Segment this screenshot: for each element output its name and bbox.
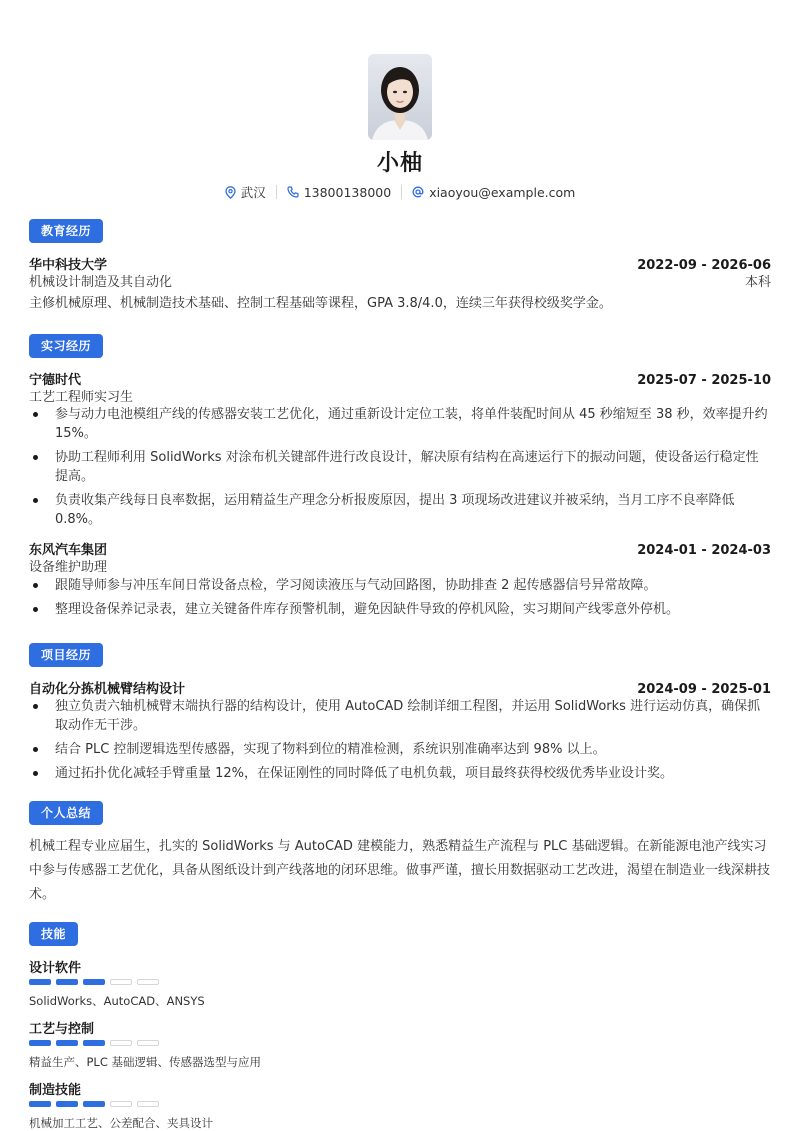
internship-role-row [29,386,771,405]
skill-segment-filled [29,1101,51,1107]
skill-segment-filled [56,979,78,985]
candidate-name: 小柚 [376,151,423,176]
contact-email [412,185,575,200]
skill-name: 工艺与控制 [29,1022,95,1037]
list-item: 结合 PLC 控制逻辑选型传感器，实现了物料到位的精准检测，系统识别准确率达到 98% 以上。 [29,740,771,759]
contact-location [225,183,266,201]
internship-role-row [29,556,771,575]
section-tag-project: 项目经历 [29,643,103,667]
education-dates: 2022-09 - 2026-06 [637,258,771,273]
contact-divider [401,185,402,199]
at-sign-icon [412,186,424,198]
list-item: 通过拓扑优化减轻手臂重量 12%，在保证刚性的同时降低了电机负载，项目最终获得校级优秀毕业设计奖。 [29,764,771,783]
list-item: 负责收集产线每日良率数据，运用精益生产理念分析报废原因，提出 3 项现场改进建议并被采纳，当月工序不良率降低 0.8%。 [29,491,771,529]
skill-detail: SolidWorks、AutoCAD、ANSYS [29,994,205,1008]
skill-level-bar [29,979,159,985]
skill-segment-filled [83,1101,105,1107]
skill-level-bar [29,1101,159,1107]
list-item: 跟随导师参与冲压车间日常设备点检，学习阅读液压与气动回路图，协助排查 2 起传感器信号异常故障。 [29,576,771,595]
email-link[interactable]: xiaoyou@example.com [429,184,576,200]
contact-phone [287,185,391,200]
list-item: 参与动力电池模组产线的传感器安装工艺优化，通过重新设计定位工装，将单件装配时间从 45 秒缩短至 38 秒，效率提升约 15%。 [29,405,771,443]
project-bullets [29,697,771,788]
skill-segment-empty [110,979,132,985]
skill-segment-filled [29,1040,51,1046]
company-name: 宁德时代 [29,373,82,388]
skill-segment-empty [137,1101,159,1107]
internship-dates: 2024-01 - 2024-03 [637,543,771,558]
skill-detail: 机械加工工艺、公差配合、夹具设计 [29,1116,213,1130]
skill-segment-filled [29,979,51,985]
school-name: 华中科技大学 [29,258,108,273]
list-item: 整理设备保养记录表，建立关键备件库存预警机制，避免因缺件导致的停机风险，实习期间产线零意外停机。 [29,600,771,619]
skill-detail: 精益生产、PLC 基础逻辑、传感器选型与应用 [29,1055,262,1069]
degree: 本科 [744,275,771,290]
skill-segment-filled [83,1040,105,1046]
project-name: 自动化分拣机械臂结构设计 [29,682,186,697]
skill-segment-empty [110,1101,132,1107]
list-item: 协助工程师利用 SolidWorks 对涂布机关键部件进行改良设计，解决原有结构在高速运行下的振动问题，使设备运行稳定性提高。 [29,448,771,486]
internship-role: 设备维护助理 [29,560,108,575]
education-description: 主修机械原理、机械制造技术基础、控制工程基础等课程，GPA 3.8/4.0，连续三年获得校级奖学金。 [29,296,612,311]
major: 机械设计制造及其自动化 [29,275,173,290]
location-text: 武汉 [240,185,266,200]
education-subheader [29,271,771,290]
project-dates: 2024-09 - 2025-01 [637,682,771,697]
skill-segment-filled [83,979,105,985]
contact-row [0,183,800,201]
section-tag-skills: 技能 [29,922,78,946]
skill-segment-filled [56,1040,78,1046]
portrait-image [368,54,432,140]
list-item: 独立负责六轴机械臂末端执行器的结构设计，使用 AutoCAD 绘制详细工程图，并运用 SolidWorks 进行运动仿真，确保抓取动作无干涉。 [29,697,771,735]
profile-photo [368,54,432,140]
skill-level-bar [29,1040,159,1046]
skill-segment-empty [137,979,159,985]
project-header [29,678,771,697]
internship-dates: 2025-07 - 2025-10 [637,373,771,388]
location-pin-icon [225,186,236,199]
contact-divider [276,185,277,199]
internship-bullets [29,405,771,534]
internship-role: 工艺工程师实习生 [29,390,134,405]
internship-bullets [29,576,771,624]
phone-icon [287,186,299,198]
section-tag-internship: 实习经历 [29,334,103,358]
skill-name: 制造技能 [29,1083,82,1098]
phone-text: 13800138000 [303,184,392,200]
skill-name: 设计软件 [29,961,82,976]
skill-segment-empty [110,1040,132,1046]
section-tag-summary: 个人总结 [29,801,103,825]
skill-segment-empty [137,1040,159,1046]
company-name: 东风汽车集团 [29,543,108,558]
summary-text: 机械工程专业应届生，扎实的 SolidWorks 与 AutoCAD 建模能力，熟悉精益生产流程与 PLC 基础逻辑。在新能源电池产线实习中参与传感器工艺优化，具备从图纸设计到产线落地的闭环思维。做事严谨，擅长用数据驱动工艺改进，渴望在制造业一线深耕技术。 [29,839,771,902]
skill-segment-filled [56,1101,78,1107]
section-tag-education: 教育经历 [29,219,103,243]
